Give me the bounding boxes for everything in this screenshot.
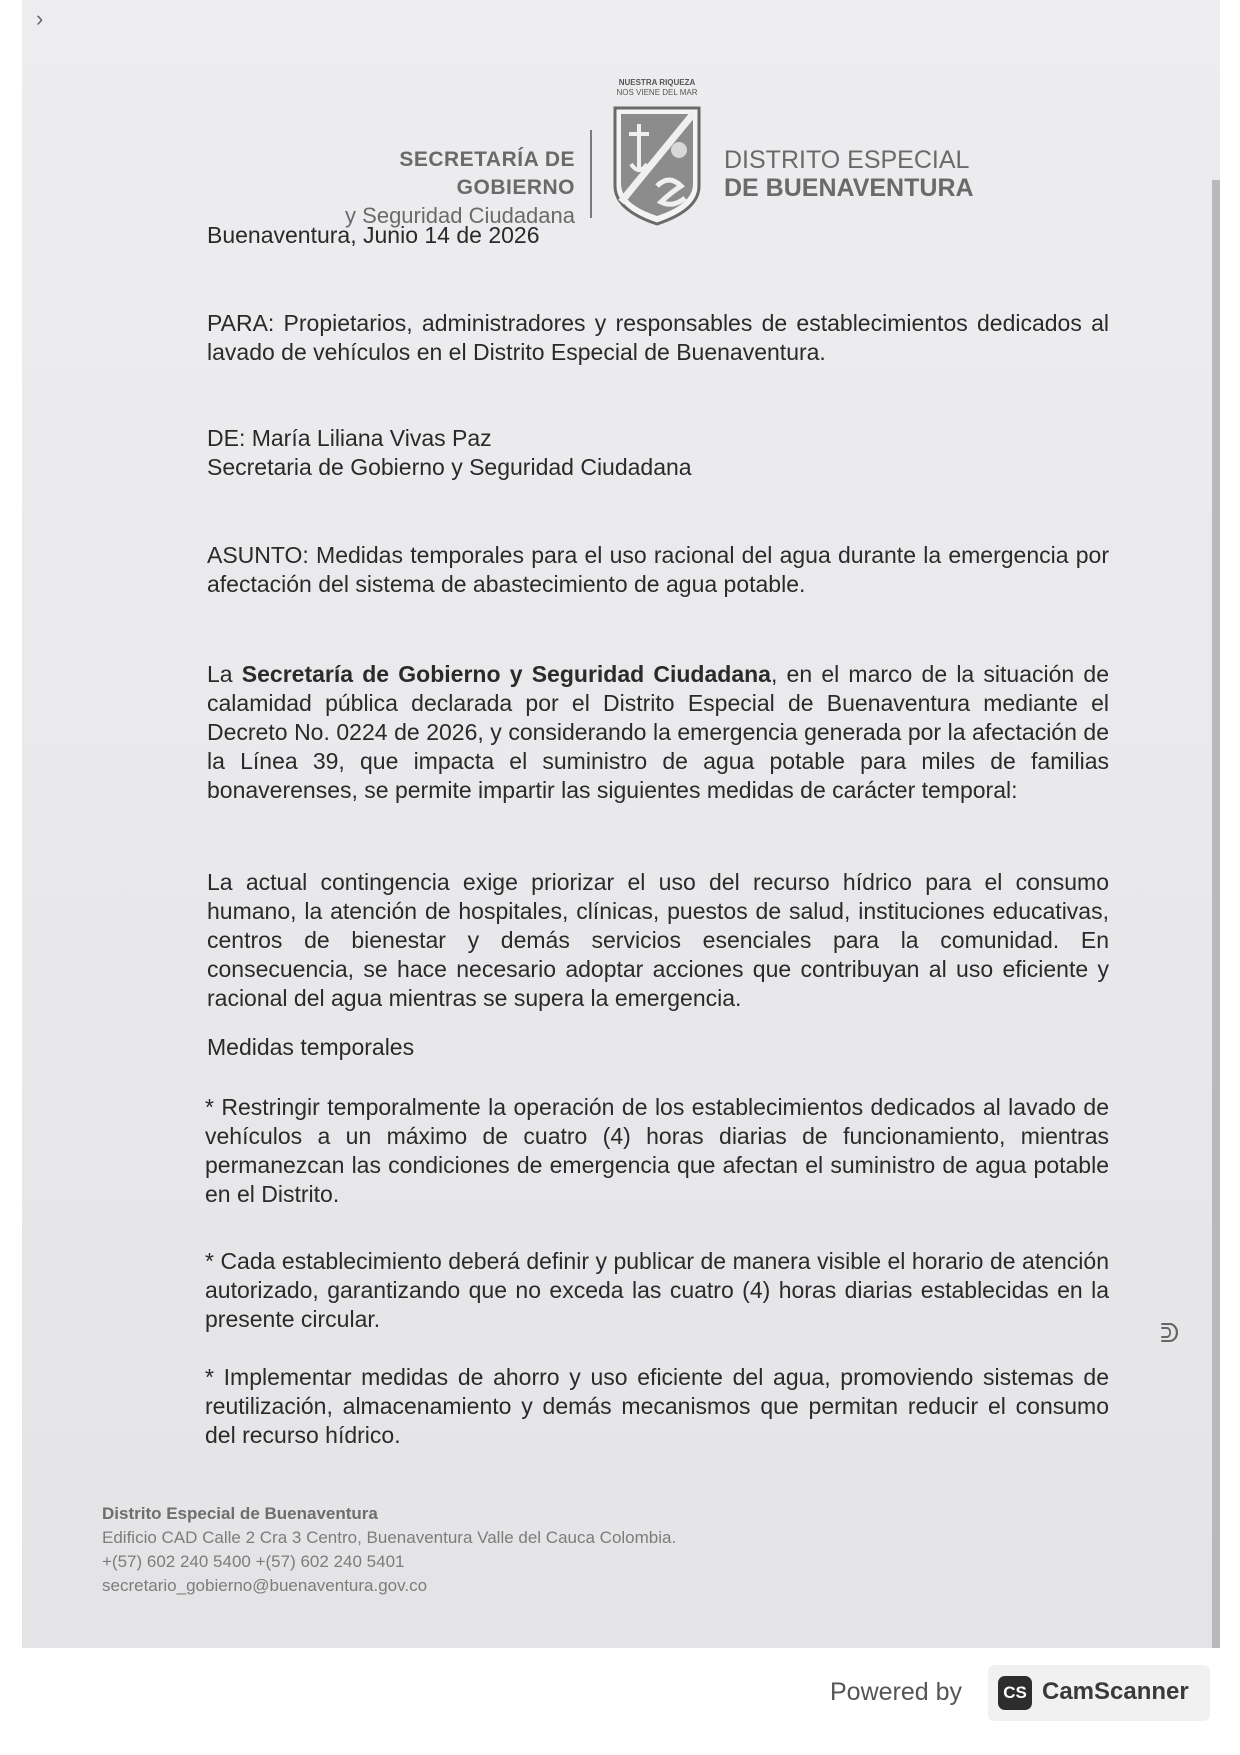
footer-contact [102, 1502, 676, 1598]
document-page [22, 0, 1220, 1648]
measures-heading: Medidas temporales [207, 1034, 415, 1060]
sender-title: Secretaria de Gobierno y Seguridad Ciudadana [207, 454, 692, 480]
letter-date: Buenaventura, Junio 14 de 2026 [207, 222, 540, 248]
footer-entity-name: Distrito Especial de Buenaventura [102, 1504, 378, 1523]
intro-rest: , en el marco de la situación de calamidad pública declarada por el Distrito Especial de Buenaventura mediante el Decreto No. 0224 de 2026, y considerando la emergencia generada por la afectación de la Línea 39, que impacta el suministro de agua potable para miles de familias bonaverenses, se permite impartir las siguientes medidas de carácter temporal: [207, 661, 1109, 803]
footer-phones: +(57) 602 240 5400 +(57) 602 240 5401 [102, 1552, 405, 1571]
department-line-1: SECRETARÍA DE GOBIERNO [399, 148, 575, 199]
footer-email: secretario_gobierno@buenaventura.gov.co [102, 1576, 428, 1595]
camscanner-logo-icon: CS [998, 1676, 1032, 1710]
measure-item: * Implementar medidas de ahorro y uso eficiente del agua, promoviendo sistemas de reutilización, almacenamiento y demás mecanismos que permitan reducir el consumo del recurso hídrico. [205, 1364, 1109, 1448]
measure-item: * Cada establecimiento deberá definir y publicar de manera visible el horario de atención autorizado, garantizando que no exceda las cuatro (4) horas diarias establecidas en la presente circular. [205, 1248, 1109, 1332]
district-name [724, 146, 974, 202]
subject-paragraph: ASUNTO: Medidas temporales para el uso racional del agua durante la emergencia por afectación del sistema de abastecimiento de agua potable. [207, 542, 1109, 597]
camscanner-watermark [830, 1665, 1210, 1723]
scan-mark: ᕲ [1160, 1318, 1180, 1348]
crest-motto-line-2: NOS VIENE DEL MAR [616, 88, 698, 97]
footer-address: Edificio CAD Calle 2 Cra 3 Centro, Buenaventura Valle del Cauca Colombia. [102, 1528, 677, 1547]
district-line-2: DE BUENAVENTURA [724, 174, 974, 202]
camscanner-brand: CamScanner [1042, 1678, 1189, 1705]
recipient-paragraph: PARA: Propietarios, administradores y responsables de establecimientos dedicados al lavado de vehículos en el Distrito Especial de Buenaventura. [207, 310, 1109, 365]
crest-motto [607, 78, 707, 98]
department-line-2: y Seguridad Ciudadana [345, 203, 575, 228]
intro-paragraph [207, 660, 1109, 805]
department-name [275, 146, 575, 230]
sender-block [207, 424, 1109, 482]
district-crest [607, 78, 707, 228]
header-divider [590, 130, 592, 218]
powered-by-label: Powered by [830, 1678, 963, 1706]
camscanner-badge [988, 1665, 1210, 1721]
scan-mark: › [36, 6, 44, 31]
crest-motto-line-1: NUESTRA RIQUEZA [618, 78, 696, 87]
sender-name: DE: María Liliana Vivas Paz [207, 425, 492, 451]
intro-bold-entity: Secretaría de Gobierno y Seguridad Ciudadana [241, 661, 771, 687]
measure-item: * Restringir temporalmente la operación de los establecimientos dedicados al lavado de vehículos a un máximo de cuatro (4) horas diarias de funcionamiento, mientras permanezcan las condiciones de emergencia que afectan el suministro de agua potable en el Distrito. [205, 1094, 1109, 1207]
crest-shield-icon [609, 102, 705, 228]
contingency-paragraph: La actual contingencia exige priorizar el uso del recurso hídrico para el consumo humano, la atención de hospitales, clínicas, puestos de salud, instituciones educativas, centros de bienestar y demás servicios esenciales para la comunidad. En consecuencia, se hace necesario adoptar acciones que contribuyan al uso eficiente y racional del agua mientras se supera la emergencia. [207, 869, 1109, 1011]
district-line-1: DISTRITO ESPECIAL [724, 146, 970, 174]
page-edge-shadow [1212, 180, 1220, 1648]
intro-prefix: La [207, 661, 242, 687]
